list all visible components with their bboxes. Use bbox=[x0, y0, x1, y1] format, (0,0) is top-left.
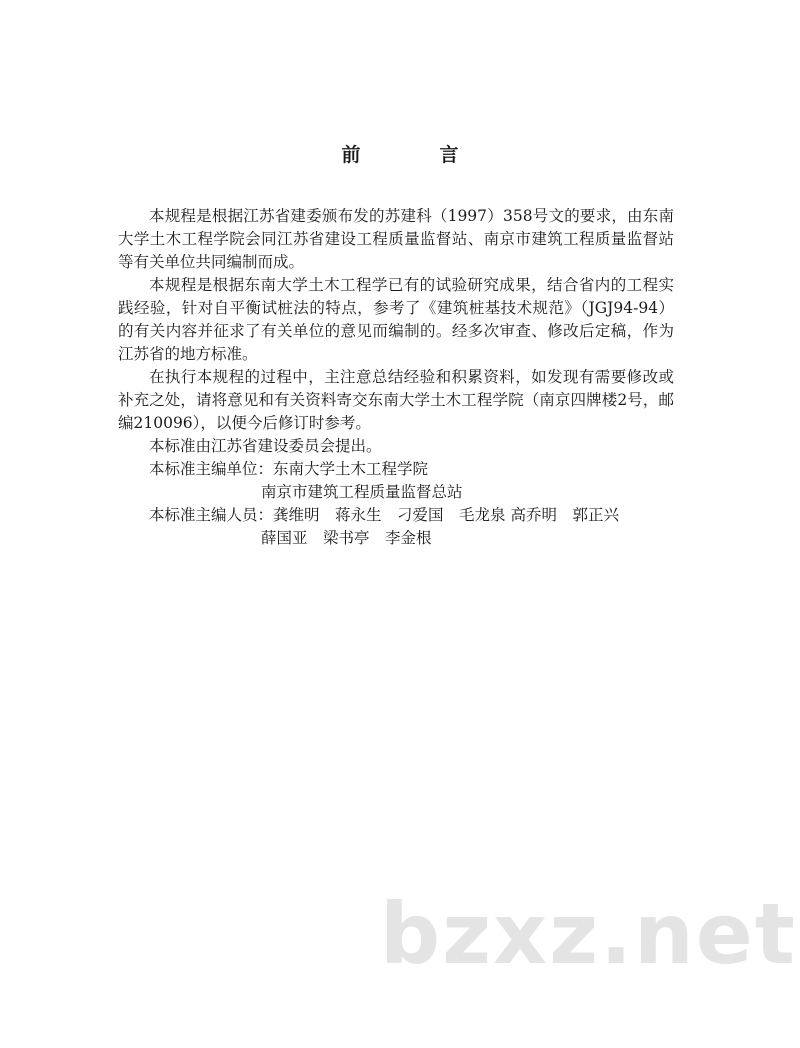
chief-units-line bbox=[118, 458, 674, 481]
document-body bbox=[118, 205, 674, 550]
chief-units-label: 本标准主编单位： bbox=[149, 460, 274, 478]
paragraph-1: 本规程是根据江苏省建委颁布发的苏建科（1997）358号文的要求，由东南大学土木工程学院会同江苏省建设工程质量监督站、南京市建筑工程质量监督站等有关单位共同编制而成。 bbox=[118, 207, 674, 271]
chief-unit-1: 东南大学土木工程学院 bbox=[273, 460, 429, 478]
paragraph-3: 在执行本规程的过程中，主注意总结经验和积累资料，如发现有需要修改或补充之处，请将意见和有关资料寄交东南大学土木工程学院（南京四牌楼2号，邮编210096），以便今后修订时参考。 bbox=[118, 368, 674, 432]
watermark-logo: bzxz.net bbox=[380, 885, 797, 983]
chief-editors-label: 本标准主编人员： bbox=[149, 506, 274, 524]
chief-editors-2: 薛国亚 梁书亭 李金根 bbox=[261, 529, 432, 547]
chief-editors-1: 龚维明 蒋永生 刁爱国 毛龙泉 高乔明 郭正兴 bbox=[273, 506, 619, 524]
proposer-line: 本标准由江苏省建设委员会提出。 bbox=[149, 437, 382, 455]
chief-editors-line bbox=[118, 504, 674, 527]
chief-unit-2: 南京市建筑工程质量监督总站 bbox=[261, 483, 463, 501]
page-title: 前 言 bbox=[341, 144, 489, 166]
paragraph-2: 本规程是根据东南大学土木工程学已有的试验研究成果，结合省内的工程实践经验，针对自平衡试桩法的特点，参考了《建筑桩基技术规范》（JGJ94-94）的有关内容并征求了有关单位的意见而编制的。经多次审查、修改后定稿，作为江苏省的地方标准。 bbox=[118, 276, 674, 363]
